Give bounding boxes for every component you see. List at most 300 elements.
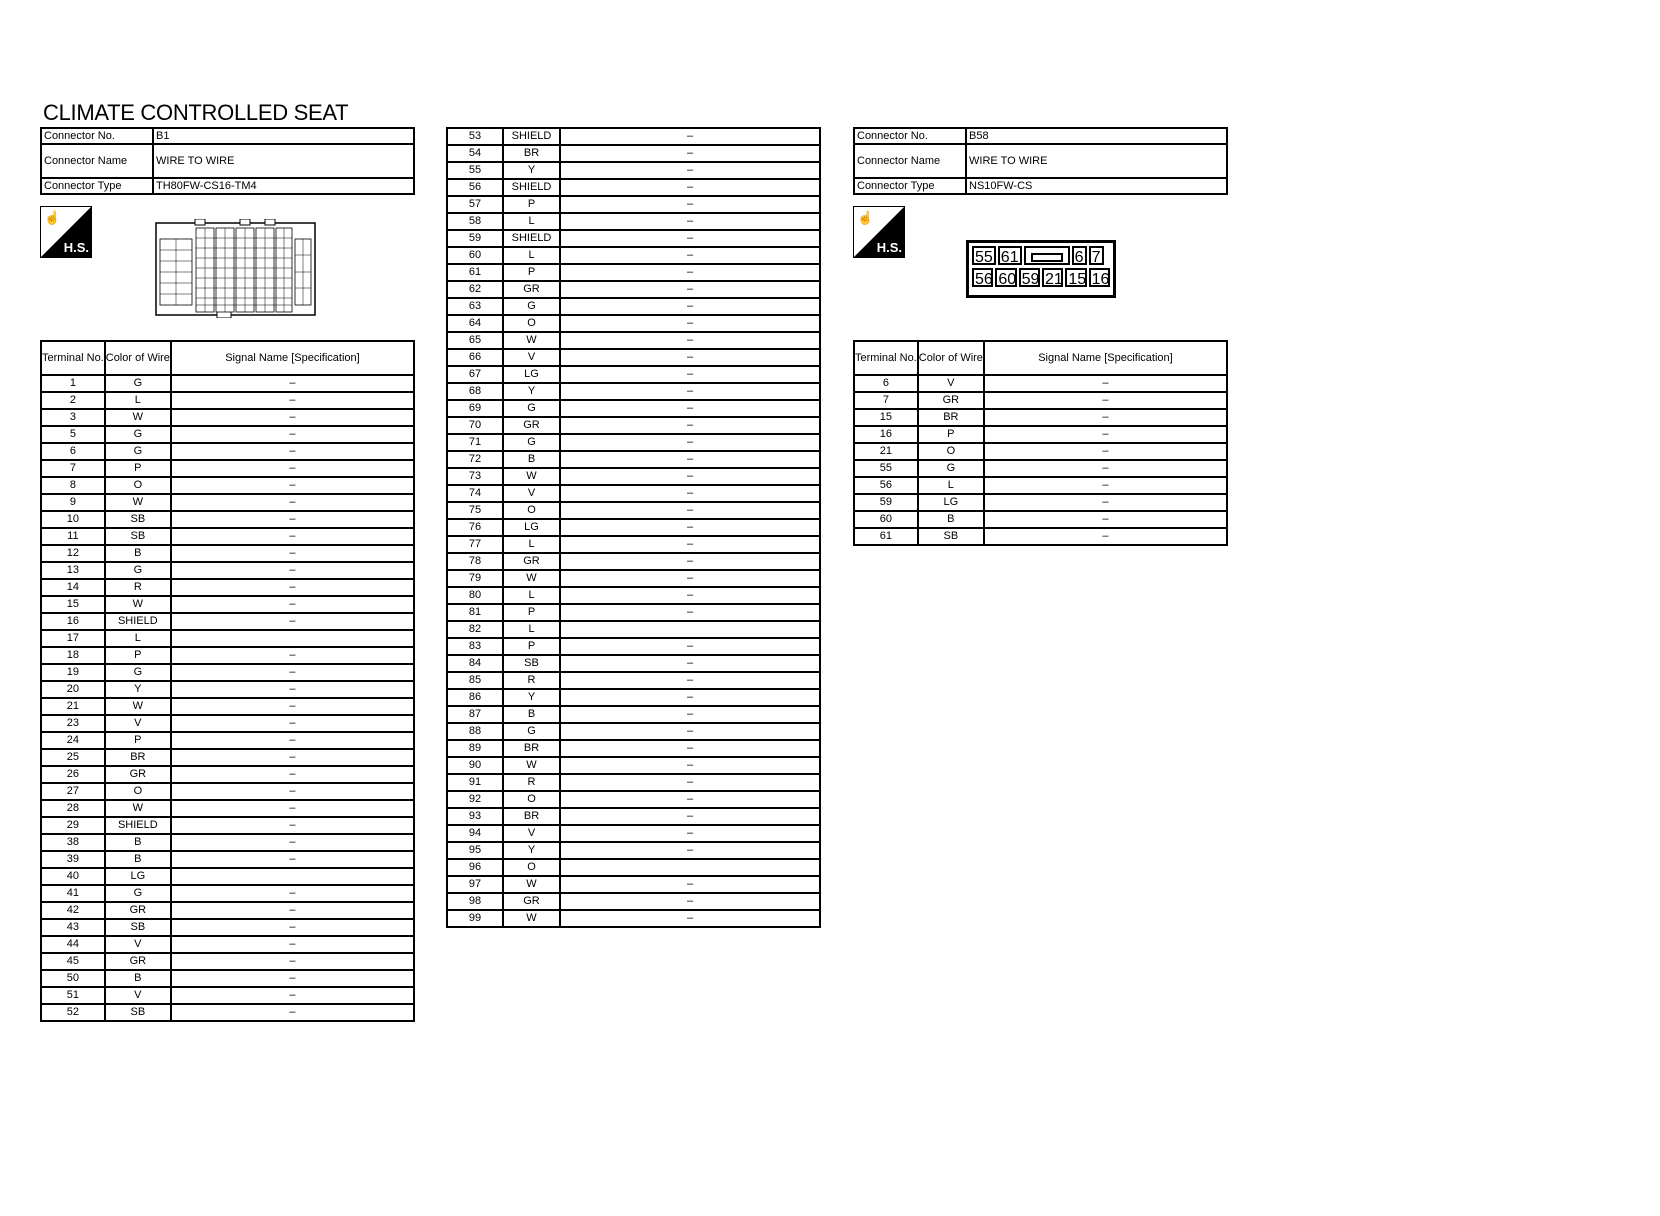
wire-color-cell: GR (503, 893, 560, 910)
terminal-no-cell: 75 (447, 502, 503, 519)
signal-name-cell (171, 868, 414, 885)
signal-name-cell: – (171, 1004, 414, 1021)
signal-name-cell: – (560, 587, 820, 604)
table-row (854, 511, 1227, 528)
terminal-no-cell: 17 (41, 630, 105, 647)
terminal-no-cell: 2 (41, 392, 105, 409)
table-row (41, 477, 414, 494)
harness-side-icon (40, 206, 92, 258)
terminal-no-cell: 43 (41, 919, 105, 936)
wire-color-cell: L (503, 587, 560, 604)
connector-b1-face-diagram (155, 219, 316, 318)
table-row (447, 706, 820, 723)
wire-color-cell: W (503, 468, 560, 485)
wire-color-cell: SHIELD (503, 230, 560, 247)
table-row (854, 443, 1227, 460)
table-row (41, 511, 414, 528)
table-row (447, 791, 820, 808)
table-row (41, 528, 414, 545)
wire-color-cell: L (503, 247, 560, 264)
signal-name-cell: – (560, 706, 820, 723)
signal-name-cell: – (171, 443, 414, 460)
wire-color-cell: SB (503, 655, 560, 672)
wire-color-cell: O (503, 791, 560, 808)
terminal-no-cell: 61 (447, 264, 503, 281)
terminal-no-cell: 52 (41, 1004, 105, 1021)
signal-name-cell: – (560, 485, 820, 502)
terminal-no-cell: 15 (41, 596, 105, 613)
wire-color-cell: SB (105, 528, 171, 545)
table-row (447, 332, 820, 349)
pin: 21 (1042, 268, 1063, 287)
connector-name-value: WIRE TO WIRE (153, 144, 414, 178)
table-row (854, 460, 1227, 477)
signal-name-cell: – (560, 383, 820, 400)
wire-color-cell: G (503, 400, 560, 417)
terminal-no-cell: 15 (854, 409, 918, 426)
wire-color-cell: SB (918, 528, 984, 545)
terminal-no-cell: 69 (447, 400, 503, 417)
terminal-no-cell: 41 (41, 885, 105, 902)
pin: 60 (995, 268, 1016, 287)
terminal-no-cell: 89 (447, 740, 503, 757)
table-row (41, 681, 414, 698)
pin: 56 (972, 268, 993, 287)
signal-name-cell: – (171, 392, 414, 409)
table-row (447, 893, 820, 910)
terminal-no-cell: 79 (447, 570, 503, 587)
wire-color-cell: LG (105, 868, 171, 885)
terminal-no-cell: 9 (41, 494, 105, 511)
terminal-table-b1-part2 (446, 127, 821, 928)
signal-name-cell: – (560, 349, 820, 366)
wire-color-cell: P (503, 196, 560, 213)
wire-color-cell: GR (105, 902, 171, 919)
signal-name-cell: – (171, 698, 414, 715)
table-row (447, 298, 820, 315)
signal-name-cell: – (560, 247, 820, 264)
signal-name-cell: – (560, 451, 820, 468)
table-row (447, 536, 820, 553)
wire-color-cell: B (105, 834, 171, 851)
wire-color-cell: P (503, 638, 560, 655)
signal-name-cell: – (560, 400, 820, 417)
table-row (41, 460, 414, 477)
table-row (447, 825, 820, 842)
table-row (447, 655, 820, 672)
wire-color-cell: GR (105, 953, 171, 970)
terminal-no-cell: 66 (447, 349, 503, 366)
signal-name-cell: – (560, 672, 820, 689)
signal-name-cell: – (171, 953, 414, 970)
wire-color-cell: GR (105, 766, 171, 783)
wire-color-cell: G (918, 460, 984, 477)
terminal-no-cell: 23 (41, 715, 105, 732)
signal-name-cell: – (560, 570, 820, 587)
pin: 55 (972, 246, 996, 265)
table-row (41, 1004, 414, 1021)
wire-color-cell: P (105, 732, 171, 749)
terminal-no-cell: 3 (41, 409, 105, 426)
terminal-no-cell: 83 (447, 638, 503, 655)
table-row (41, 647, 414, 664)
connector-no-value: B58 (966, 128, 1227, 144)
signal-name-cell: – (984, 528, 1227, 545)
terminal-no-cell: 51 (41, 987, 105, 1004)
terminal-no-cell: 88 (447, 723, 503, 740)
wire-color-cell: SHIELD (105, 613, 171, 630)
signal-name-cell: – (560, 842, 820, 859)
table-row (41, 868, 414, 885)
terminal-no-cell: 96 (447, 859, 503, 876)
page-title: CLIMATE CONTROLLED SEAT (43, 100, 349, 125)
signal-name-cell: – (171, 426, 414, 443)
wire-color-cell: V (503, 349, 560, 366)
table-row (41, 885, 414, 902)
table-row (447, 451, 820, 468)
harness-side-label: H.S. (63, 240, 89, 255)
table-row (41, 902, 414, 919)
table-row (41, 800, 414, 817)
terminal-header: Terminal No. (41, 341, 105, 375)
hand-icon: ☝ (857, 210, 874, 225)
wire-color-cell: BR (105, 749, 171, 766)
signal-name-cell: – (171, 715, 414, 732)
hand-icon: ☝ (44, 210, 61, 225)
terminal-no-cell: 5 (41, 426, 105, 443)
table-row (41, 766, 414, 783)
terminal-no-cell: 59 (447, 230, 503, 247)
terminal-no-cell: 61 (854, 528, 918, 545)
wire-color-cell: Y (503, 383, 560, 400)
table-row (447, 281, 820, 298)
signal-name-cell: – (560, 876, 820, 893)
wire-color-cell: G (105, 426, 171, 443)
wire-color-cell: W (105, 409, 171, 426)
harness-side-label: H.S. (876, 240, 902, 255)
signal-name-cell: – (171, 613, 414, 630)
table-row (41, 375, 414, 392)
terminal-no-cell: 21 (41, 698, 105, 715)
signal-name-cell: – (560, 689, 820, 706)
signal-name-cell: – (560, 128, 820, 145)
signal-name-cell: – (560, 332, 820, 349)
signal-name-cell: – (171, 511, 414, 528)
table-row (447, 502, 820, 519)
connector-no-label: Connector No. (854, 128, 966, 144)
terminal-no-cell: 1 (41, 375, 105, 392)
signal-name-cell (171, 630, 414, 647)
table-row (41, 426, 414, 443)
terminal-no-cell: 21 (854, 443, 918, 460)
terminal-no-cell: 82 (447, 621, 503, 638)
signal-name-cell: – (984, 392, 1227, 409)
terminal-no-cell: 59 (854, 494, 918, 511)
signal-name-cell: – (560, 298, 820, 315)
terminal-no-cell: 98 (447, 893, 503, 910)
terminal-no-cell: 86 (447, 689, 503, 706)
terminal-no-cell: 8 (41, 477, 105, 494)
terminal-no-cell: 14 (41, 579, 105, 596)
signal-name-cell: – (984, 409, 1227, 426)
table-row (447, 910, 820, 927)
signal-name-cell: – (171, 885, 414, 902)
table-row (41, 579, 414, 596)
table-row (447, 519, 820, 536)
terminal-no-cell: 42 (41, 902, 105, 919)
signal-name-cell: – (171, 409, 414, 426)
signal-name-cell: – (560, 213, 820, 230)
signal-name-cell: – (171, 902, 414, 919)
table-row (41, 392, 414, 409)
terminal-no-cell: 63 (447, 298, 503, 315)
table-row (447, 672, 820, 689)
table-row (447, 757, 820, 774)
table-row (447, 485, 820, 502)
signal-header: Signal Name [Specification] (171, 341, 414, 375)
pin: 15 (1065, 268, 1086, 287)
terminal-no-cell: 58 (447, 213, 503, 230)
signal-name-cell: – (560, 179, 820, 196)
signal-name-cell: – (984, 443, 1227, 460)
signal-name-cell: – (560, 740, 820, 757)
table-row (447, 366, 820, 383)
signal-name-cell: – (171, 817, 414, 834)
table-row (854, 494, 1227, 511)
wire-color-cell: Y (503, 842, 560, 859)
terminal-no-cell: 70 (447, 417, 503, 434)
table-row (41, 749, 414, 766)
table-row (41, 783, 414, 800)
table-row (854, 477, 1227, 494)
table-row (447, 434, 820, 451)
signal-name-cell: – (560, 757, 820, 774)
signal-header: Signal Name [Specification] (984, 341, 1227, 375)
terminal-no-cell: 53 (447, 128, 503, 145)
connector-type-label: Connector Type (854, 178, 966, 194)
wire-color-cell: O (503, 315, 560, 332)
wire-color-cell: GR (503, 417, 560, 434)
wire-color-cell: L (105, 392, 171, 409)
table-row (41, 545, 414, 562)
wire-color-cell: SB (105, 919, 171, 936)
wire-color-cell: W (105, 698, 171, 715)
table-row (447, 689, 820, 706)
pin: 7 (1089, 246, 1104, 265)
terminal-no-cell: 6 (854, 375, 918, 392)
terminal-no-cell: 95 (447, 842, 503, 859)
terminal-no-cell: 92 (447, 791, 503, 808)
terminal-no-cell: 38 (41, 834, 105, 851)
signal-name-cell: – (171, 749, 414, 766)
table-row (41, 613, 414, 630)
terminal-no-cell: 99 (447, 910, 503, 927)
wire-color-cell: B (503, 706, 560, 723)
signal-name-cell: – (171, 766, 414, 783)
table-row (41, 817, 414, 834)
signal-name-cell: – (560, 315, 820, 332)
signal-name-cell: – (171, 494, 414, 511)
wire-color-cell: LG (503, 366, 560, 383)
table-row (447, 553, 820, 570)
connector-b58-header (853, 127, 1228, 195)
table-row (41, 953, 414, 970)
table-row (854, 375, 1227, 392)
table-row (447, 808, 820, 825)
wire-color-cell: B (105, 545, 171, 562)
signal-name-cell: – (171, 681, 414, 698)
wire-color-cell: L (503, 621, 560, 638)
table-row (447, 774, 820, 791)
wire-color-cell: L (918, 477, 984, 494)
wire-color-cell: W (503, 910, 560, 927)
signal-name-cell: – (171, 970, 414, 987)
terminal-no-cell: 12 (41, 545, 105, 562)
wire-color-cell: B (105, 970, 171, 987)
terminal-no-cell: 72 (447, 451, 503, 468)
signal-name-cell: – (560, 502, 820, 519)
table-row (447, 162, 820, 179)
signal-name-cell: – (560, 264, 820, 281)
signal-name-cell: – (984, 477, 1227, 494)
table-row (854, 426, 1227, 443)
terminal-no-cell: 85 (447, 672, 503, 689)
table-row (41, 562, 414, 579)
terminal-no-cell: 64 (447, 315, 503, 332)
terminal-no-cell: 55 (854, 460, 918, 477)
signal-name-cell: – (560, 417, 820, 434)
table-row (447, 196, 820, 213)
table-row (41, 919, 414, 936)
signal-name-cell: – (560, 230, 820, 247)
signal-name-cell: – (560, 655, 820, 672)
table-row (447, 723, 820, 740)
terminal-no-cell: 65 (447, 332, 503, 349)
table-row (41, 664, 414, 681)
signal-name-cell: – (560, 791, 820, 808)
table-row (41, 630, 414, 647)
terminal-no-cell: 40 (41, 868, 105, 885)
table-row (41, 970, 414, 987)
wire-color-cell: L (503, 536, 560, 553)
signal-name-cell: – (171, 596, 414, 613)
wire-color-cell: BR (503, 740, 560, 757)
terminal-no-cell: 62 (447, 281, 503, 298)
signal-name-cell: – (171, 919, 414, 936)
wire-color-cell: P (503, 264, 560, 281)
wire-color-cell: G (503, 298, 560, 315)
wire-color-cell: BR (503, 145, 560, 162)
signal-name-cell: – (560, 468, 820, 485)
table-row (41, 596, 414, 613)
table-row (447, 145, 820, 162)
wire-color-cell: W (105, 494, 171, 511)
wire-color-cell: G (105, 664, 171, 681)
wire-color-cell: SB (105, 511, 171, 528)
terminal-no-cell: 77 (447, 536, 503, 553)
signal-name-cell: – (984, 375, 1227, 392)
terminal-no-cell: 11 (41, 528, 105, 545)
signal-name-cell: – (171, 664, 414, 681)
signal-name-cell: – (171, 562, 414, 579)
wire-color-cell: GR (918, 392, 984, 409)
terminal-no-cell: 60 (854, 511, 918, 528)
wire-color-cell: G (105, 885, 171, 902)
wire-color-cell: SHIELD (503, 179, 560, 196)
table-row (447, 570, 820, 587)
signal-name-cell: – (560, 553, 820, 570)
terminal-no-cell: 29 (41, 817, 105, 834)
signal-name-cell: – (560, 196, 820, 213)
terminal-no-cell: 76 (447, 519, 503, 536)
signal-name-cell: – (171, 477, 414, 494)
wire-color-cell: W (503, 876, 560, 893)
table-row (447, 349, 820, 366)
wire-color-cell: R (503, 774, 560, 791)
signal-name-cell: – (984, 494, 1227, 511)
wire-color-cell: SB (105, 1004, 171, 1021)
terminal-no-cell: 26 (41, 766, 105, 783)
signal-name-cell: – (171, 460, 414, 477)
signal-name-cell: – (171, 851, 414, 868)
wire-color-cell: O (503, 859, 560, 876)
terminal-no-cell: 57 (447, 196, 503, 213)
signal-name-cell: – (560, 145, 820, 162)
wire-color-cell: W (503, 570, 560, 587)
wire-color-cell: SHIELD (105, 817, 171, 834)
signal-name-cell: – (560, 604, 820, 621)
signal-name-cell: – (171, 528, 414, 545)
terminal-no-cell: 6 (41, 443, 105, 460)
table-row (447, 179, 820, 196)
signal-name-cell: – (171, 732, 414, 749)
pin: 6 (1072, 246, 1087, 265)
table-row (41, 851, 414, 868)
terminal-no-cell: 56 (854, 477, 918, 494)
signal-name-cell: – (171, 800, 414, 817)
signal-name-cell: – (171, 579, 414, 596)
wire-color-cell: P (105, 460, 171, 477)
connector-no-value: B1 (153, 128, 414, 144)
signal-name-cell: – (560, 893, 820, 910)
terminal-no-cell: 27 (41, 783, 105, 800)
harness-side-icon (853, 206, 905, 258)
signal-name-cell: – (984, 426, 1227, 443)
terminal-no-cell: 90 (447, 757, 503, 774)
table-row (854, 392, 1227, 409)
wire-color-cell: LG (918, 494, 984, 511)
wire-color-cell: R (503, 672, 560, 689)
terminal-no-cell: 44 (41, 936, 105, 953)
signal-name-cell (560, 621, 820, 638)
wire-color-cell: LG (503, 519, 560, 536)
signal-name-cell: – (171, 545, 414, 562)
connector-name-value: WIRE TO WIRE (966, 144, 1227, 178)
pin: 59 (1019, 268, 1040, 287)
signal-name-cell: – (171, 834, 414, 851)
table-row (41, 732, 414, 749)
color-header: Color of Wire (918, 341, 984, 375)
wire-color-cell: GR (503, 281, 560, 298)
terminal-no-cell: 81 (447, 604, 503, 621)
terminal-no-cell: 39 (41, 851, 105, 868)
table-row (854, 528, 1227, 545)
table-row (41, 715, 414, 732)
wire-color-cell: O (105, 477, 171, 494)
terminal-table-b58 (853, 340, 1228, 546)
table-row (41, 987, 414, 1004)
wire-color-cell: O (918, 443, 984, 460)
